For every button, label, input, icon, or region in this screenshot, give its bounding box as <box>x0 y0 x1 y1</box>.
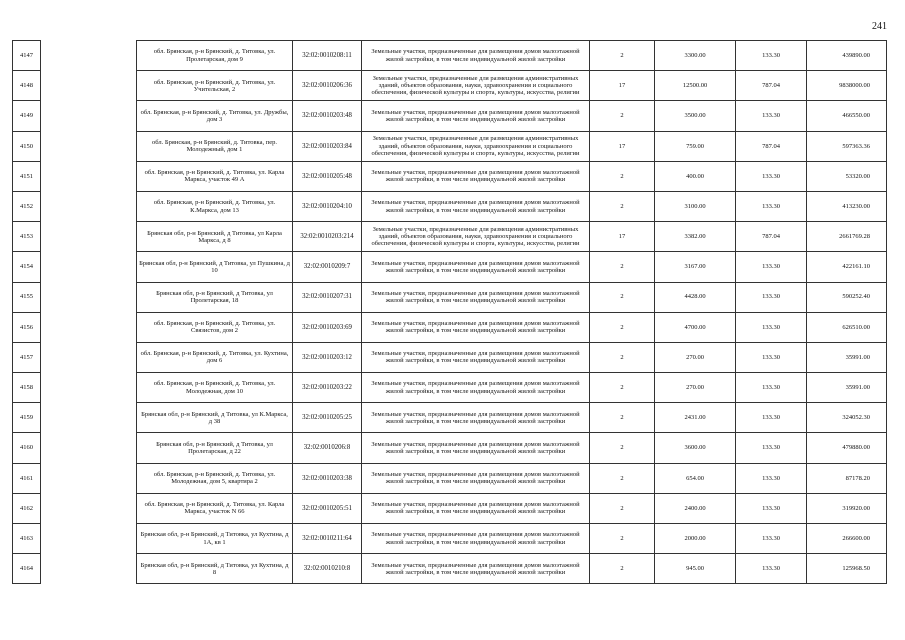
cadastral-value-cell: 2661769.28 <box>807 222 887 252</box>
area-cell: 945.00 <box>655 554 736 584</box>
area-cell: 2431.00 <box>655 403 736 433</box>
use-group-cell: 17 <box>590 131 655 161</box>
area-cell: 4700.00 <box>655 312 736 342</box>
use-group-cell: 2 <box>590 101 655 131</box>
land-use-cell: Земельные участки, предназначенные для размещения домов малоэтажной жилой застройки, в том числе индивидуальной жилой застройки <box>362 433 590 463</box>
cadastral-value-cell: 590252.40 <box>807 282 887 312</box>
specific-value-cell: 133.30 <box>736 161 807 191</box>
specific-value-cell: 133.30 <box>736 403 807 433</box>
table-row <box>13 373 887 403</box>
cadastral-value-cell: 324052.30 <box>807 403 887 433</box>
land-use-cell: Земельные участки, предназначенные для размещения домов малоэтажной жилой застройки, в том числе индивидуальной жилой застройки <box>362 41 590 71</box>
cadastral-value-cell: 125968.50 <box>807 554 887 584</box>
specific-value-cell: 787.04 <box>736 71 807 101</box>
use-group-cell: 2 <box>590 41 655 71</box>
cadastral-value-cell: 413230.00 <box>807 191 887 221</box>
cadastral-value-table <box>12 40 887 584</box>
row-number: 4148 <box>13 71 41 101</box>
cadastral-number-cell: 32:02:0010203:69 <box>293 312 362 342</box>
table-row <box>13 463 887 493</box>
blank-cell <box>41 312 137 342</box>
address-cell: обл. Брянская, р-н Брянский, д. Титовка, ул. Учительская, 2 <box>137 71 293 101</box>
use-group-cell: 2 <box>590 373 655 403</box>
table-row <box>13 312 887 342</box>
row-number: 4150 <box>13 131 41 161</box>
row-number: 4161 <box>13 463 41 493</box>
use-group-cell: 2 <box>590 191 655 221</box>
land-use-cell: Земельные участки, предназначенные для размещения административных зданий, объектов образования, науки, здравоохранения и социального обеспечения, физической культуры и спорта, культуры, искусства, религии <box>362 131 590 161</box>
table-row <box>13 131 887 161</box>
use-group-cell: 17 <box>590 71 655 101</box>
row-number: 4157 <box>13 342 41 372</box>
address-cell: обл. Брянская, р-н Брянский, д. Титовка, ул. Связистов, дом 2 <box>137 312 293 342</box>
land-use-cell: Земельные участки, предназначенные для размещения домов малоэтажной жилой застройки, в том числе индивидуальной жилой застройки <box>362 524 590 554</box>
land-use-cell: Земельные участки, предназначенные для размещения домов малоэтажной жилой застройки, в том числе индивидуальной жилой застройки <box>362 403 590 433</box>
blank-cell <box>41 403 137 433</box>
cadastral-number-cell: 32:02:0010206:36 <box>293 71 362 101</box>
cadastral-value-cell: 87178.20 <box>807 463 887 493</box>
area-cell: 654.00 <box>655 463 736 493</box>
cadastral-number-cell: 32:02:0010203:214 <box>293 222 362 252</box>
address-cell: обл. Брянская, р-н Брянский, д. Титовка, ул. Кухтина, дом 6 <box>137 342 293 372</box>
blank-cell <box>41 554 137 584</box>
cadastral-number-cell: 32:02:0010203:22 <box>293 373 362 403</box>
use-group-cell: 2 <box>590 342 655 372</box>
cadastral-number-cell: 32:02:0010210:8 <box>293 554 362 584</box>
area-cell: 2400.00 <box>655 493 736 523</box>
cadastral-number-cell: 32:02:0010205:48 <box>293 161 362 191</box>
specific-value-cell: 787.04 <box>736 131 807 161</box>
cadastral-number-cell: 32:02:0010203:48 <box>293 101 362 131</box>
cadastral-value-cell: 266600.00 <box>807 524 887 554</box>
row-number: 4151 <box>13 161 41 191</box>
cadastral-number-cell: 32:02:0010209:7 <box>293 252 362 282</box>
row-number: 4153 <box>13 222 41 252</box>
address-cell: обл. Брянская, р-н Брянский, д. Титовка, ул. Карла Маркса, участок 49 А <box>137 161 293 191</box>
address-cell: Брянская обл, р-н Брянский, д Титовка, ул Кухтина, д 8 <box>137 554 293 584</box>
use-group-cell: 2 <box>590 463 655 493</box>
area-cell: 2000.00 <box>655 524 736 554</box>
specific-value-cell: 133.30 <box>736 191 807 221</box>
blank-cell <box>41 252 137 282</box>
blank-cell <box>41 41 137 71</box>
table-row <box>13 191 887 221</box>
blank-cell <box>41 493 137 523</box>
use-group-cell: 2 <box>590 433 655 463</box>
land-use-cell: Земельные участки, предназначенные для размещения домов малоэтажной жилой застройки, в том числе индивидуальной жилой застройки <box>362 312 590 342</box>
land-use-cell: Земельные участки, предназначенные для размещения домов малоэтажной жилой застройки, в том числе индивидуальной жилой застройки <box>362 191 590 221</box>
blank-cell <box>41 433 137 463</box>
blank-cell <box>41 222 137 252</box>
area-cell: 12500.00 <box>655 71 736 101</box>
cadastral-value-cell: 597363.36 <box>807 131 887 161</box>
table-row <box>13 403 887 433</box>
cadastral-number-cell: 32:02:0010204:10 <box>293 191 362 221</box>
cadastral-value-cell: 422161.10 <box>807 252 887 282</box>
table-row <box>13 493 887 523</box>
cadastral-number-cell: 32:02:0010205:25 <box>293 403 362 433</box>
blank-cell <box>41 101 137 131</box>
use-group-cell: 2 <box>590 403 655 433</box>
address-cell: обл. Брянская, р-н Брянский, д. Титовка, ул. Пролетарская, дом 9 <box>137 41 293 71</box>
table-row <box>13 342 887 372</box>
address-cell: Брянская обл, р-н Брянский, д Титовка, ул К.Маркса, д 38 <box>137 403 293 433</box>
table-body <box>13 41 887 584</box>
address-cell: обл. Брянская, р-н Брянский, д. Титовка, ул. Молодежная, дом 5, квартира 2 <box>137 463 293 493</box>
use-group-cell: 2 <box>590 312 655 342</box>
row-number: 4156 <box>13 312 41 342</box>
cadastral-number-cell: 32:02:0010211:64 <box>293 524 362 554</box>
specific-value-cell: 133.30 <box>736 41 807 71</box>
area-cell: 3167.00 <box>655 252 736 282</box>
row-number: 4149 <box>13 101 41 131</box>
row-number: 4154 <box>13 252 41 282</box>
area-cell: 3382.00 <box>655 222 736 252</box>
cadastral-value-cell: 626510.00 <box>807 312 887 342</box>
address-cell: обл. Брянская, р-н Брянский, д. Титовка, пер. Молодежный, дом 1 <box>137 131 293 161</box>
land-use-cell: Земельные участки, предназначенные для размещения административных зданий, объектов образования, науки, здравоохранения и социального обеспечения, физической культуры и спорта, культуры, искусства, религии <box>362 222 590 252</box>
blank-cell <box>41 191 137 221</box>
address-cell: Брянская обл, р-н Брянский, д Титовка, ул Пролетарская, 18 <box>137 282 293 312</box>
land-use-cell: Земельные участки, предназначенные для размещения домов малоэтажной жилой застройки, в том числе индивидуальной жилой застройки <box>362 493 590 523</box>
address-cell: обл. Брянская, р-н Брянский, д. Титовка, ул. Дружбы, дом 3 <box>137 101 293 131</box>
table-row <box>13 554 887 584</box>
land-use-cell: Земельные участки, предназначенные для размещения домов малоэтажной жилой застройки, в том числе индивидуальной жилой застройки <box>362 252 590 282</box>
use-group-cell: 2 <box>590 493 655 523</box>
cadastral-value-cell: 479880.00 <box>807 433 887 463</box>
land-use-cell: Земельные участки, предназначенные для размещения домов малоэтажной жилой застройки, в том числе индивидуальной жилой застройки <box>362 463 590 493</box>
table-row <box>13 433 887 463</box>
cadastral-number-cell: 32:02:0010203:84 <box>293 131 362 161</box>
land-use-cell: Земельные участки, предназначенные для размещения домов малоэтажной жилой застройки, в том числе индивидуальной жилой застройки <box>362 373 590 403</box>
row-number: 4164 <box>13 554 41 584</box>
table-row <box>13 222 887 252</box>
cadastral-number-cell: 32:02:0010203:38 <box>293 463 362 493</box>
specific-value-cell: 133.30 <box>736 433 807 463</box>
blank-cell <box>41 373 137 403</box>
row-number: 4155 <box>13 282 41 312</box>
cadastral-value-cell: 319920.00 <box>807 493 887 523</box>
cadastral-value-cell: 35991.00 <box>807 342 887 372</box>
area-cell: 3300.00 <box>655 41 736 71</box>
row-number: 4158 <box>13 373 41 403</box>
use-group-cell: 2 <box>590 554 655 584</box>
address-cell: обл. Брянская, р-н Брянский, д. Титовка, ул. Карла Маркса, участок N 66 <box>137 493 293 523</box>
specific-value-cell: 133.30 <box>736 524 807 554</box>
cadastral-number-cell: 32:02:0010206:8 <box>293 433 362 463</box>
row-number: 4147 <box>13 41 41 71</box>
land-use-cell: Земельные участки, предназначенные для размещения домов малоэтажной жилой застройки, в том числе индивидуальной жилой застройки <box>362 554 590 584</box>
page-number: 241 <box>872 21 887 32</box>
table-row <box>13 41 887 71</box>
cadastral-value-cell: 439890.00 <box>807 41 887 71</box>
cadastral-value-cell: 9838000.00 <box>807 71 887 101</box>
blank-cell <box>41 71 137 101</box>
blank-cell <box>41 524 137 554</box>
cadastral-value-cell: 53320.00 <box>807 161 887 191</box>
specific-value-cell: 133.30 <box>736 101 807 131</box>
land-use-cell: Земельные участки, предназначенные для размещения административных зданий, объектов образования, науки, здравоохранения и социального обеспечения, физической культуры и спорта, культуры, искусства, религии <box>362 71 590 101</box>
specific-value-cell: 133.30 <box>736 252 807 282</box>
table-row <box>13 71 887 101</box>
address-cell: Брянская обл, р-н Брянский, д Титовка, ул Кухтина, д 1А, кв 1 <box>137 524 293 554</box>
specific-value-cell: 133.30 <box>736 463 807 493</box>
table-row <box>13 252 887 282</box>
area-cell: 270.00 <box>655 342 736 372</box>
cadastral-number-cell: 32:02:0010208:11 <box>293 41 362 71</box>
specific-value-cell: 133.30 <box>736 312 807 342</box>
row-number: 4152 <box>13 191 41 221</box>
cadastral-number-cell: 32:02:0010207:31 <box>293 282 362 312</box>
specific-value-cell: 787.04 <box>736 222 807 252</box>
land-use-cell: Земельные участки, предназначенные для размещения домов малоэтажной жилой застройки, в том числе индивидуальной жилой застройки <box>362 282 590 312</box>
table-row <box>13 282 887 312</box>
cadastral-number-cell: 32:02:0010205:51 <box>293 493 362 523</box>
row-number: 4163 <box>13 524 41 554</box>
table-row <box>13 524 887 554</box>
area-cell: 3600.00 <box>655 433 736 463</box>
table-row <box>13 101 887 131</box>
area-cell: 759.00 <box>655 131 736 161</box>
cadastral-number-cell: 32:02:0010203:12 <box>293 342 362 372</box>
row-number: 4159 <box>13 403 41 433</box>
table-row <box>13 161 887 191</box>
use-group-cell: 17 <box>590 222 655 252</box>
land-use-cell: Земельные участки, предназначенные для размещения домов малоэтажной жилой застройки, в том числе индивидуальной жилой застройки <box>362 342 590 372</box>
specific-value-cell: 133.30 <box>736 554 807 584</box>
address-cell: Брянская обл, р-н Брянский, д Титовка, ул Пушкина, д 10 <box>137 252 293 282</box>
address-cell: обл. Брянская, р-н Брянский, д. Титовка, ул. Молодежная, дом 10 <box>137 373 293 403</box>
blank-cell <box>41 342 137 372</box>
blank-cell <box>41 161 137 191</box>
land-use-cell: Земельные участки, предназначенные для размещения домов малоэтажной жилой застройки, в том числе индивидуальной жилой застройки <box>362 101 590 131</box>
address-cell: Брянская обл, р-н Брянский, д Титовка, ул Пролетарская, д 22 <box>137 433 293 463</box>
use-group-cell: 2 <box>590 252 655 282</box>
blank-cell <box>41 463 137 493</box>
cadastral-value-cell: 466550.00 <box>807 101 887 131</box>
row-number: 4162 <box>13 493 41 523</box>
cadastral-value-cell: 35991.00 <box>807 373 887 403</box>
row-number: 4160 <box>13 433 41 463</box>
use-group-cell: 2 <box>590 524 655 554</box>
area-cell: 270.00 <box>655 373 736 403</box>
blank-cell <box>41 282 137 312</box>
area-cell: 400.00 <box>655 161 736 191</box>
address-cell: Брянская обл, р-н Брянский, д Титовка, ул Карла Маркса, д 8 <box>137 222 293 252</box>
use-group-cell: 2 <box>590 161 655 191</box>
specific-value-cell: 133.30 <box>736 493 807 523</box>
blank-cell <box>41 131 137 161</box>
specific-value-cell: 133.30 <box>736 342 807 372</box>
land-use-cell: Земельные участки, предназначенные для размещения домов малоэтажной жилой застройки, в том числе индивидуальной жилой застройки <box>362 161 590 191</box>
specific-value-cell: 133.30 <box>736 282 807 312</box>
specific-value-cell: 133.30 <box>736 373 807 403</box>
area-cell: 4428.00 <box>655 282 736 312</box>
area-cell: 3500.00 <box>655 101 736 131</box>
address-cell: обл. Брянская, р-н Брянский, д. Титовка, ул. К.Маркса, дом 13 <box>137 191 293 221</box>
use-group-cell: 2 <box>590 282 655 312</box>
area-cell: 3100.00 <box>655 191 736 221</box>
